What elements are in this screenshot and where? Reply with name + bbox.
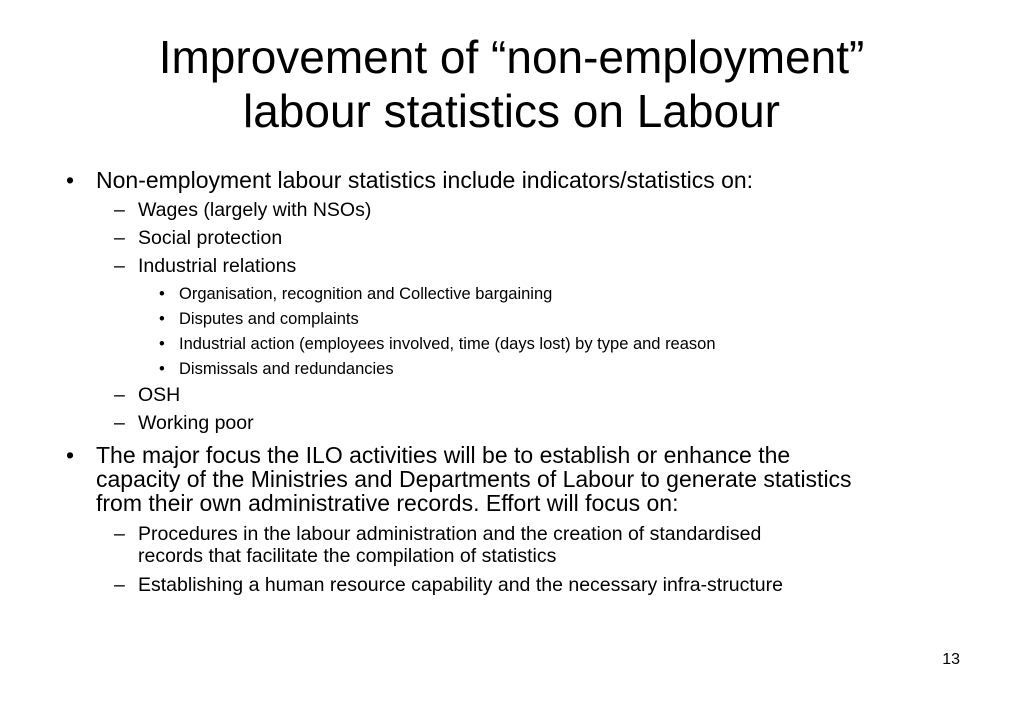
bullet-marker: • xyxy=(66,442,75,468)
dash-marker: – xyxy=(114,384,125,406)
dash-marker: – xyxy=(114,199,125,221)
bullet-marker: • xyxy=(159,335,165,353)
dash-marker: – xyxy=(114,523,125,545)
sub-bullet-text: Social protection xyxy=(138,227,283,249)
sub-bullet-text: Wages (largely with NSOs) xyxy=(138,199,372,221)
sub-sub-bullet-text: Organisation, recognition and Collective bargaining xyxy=(179,285,553,303)
bullet-text: The major focus the ILO activities will be to establish or enhance the xyxy=(96,442,791,468)
bullet-text: from their own administrative records. Effort will focus on: xyxy=(96,490,679,516)
bullet-text: capacity of the Ministries and Departments of Labour to generate statistics xyxy=(96,466,852,492)
sub-bullet-text: Industrial relations xyxy=(138,255,297,277)
title-line-2: labour statistics on Labour xyxy=(243,85,780,137)
sub-bullet-text: Establishing a human resource capability and the necessary infra-structure xyxy=(138,574,783,596)
dash-marker: – xyxy=(114,255,125,277)
bullet-marker: • xyxy=(159,285,165,303)
dash-marker: – xyxy=(114,574,125,596)
dash-marker: – xyxy=(114,227,125,249)
bullet-text: Non-employment labour statistics include indicators/statistics on: xyxy=(96,167,754,193)
sub-sub-bullet-text: Industrial action (employees involved, time (days lost) by type and reason xyxy=(179,335,716,353)
title-line-1: Improvement of “non-employment” xyxy=(158,31,865,83)
dash-marker: – xyxy=(114,412,125,434)
page-number: 13 xyxy=(942,651,960,668)
sub-sub-bullet-text: Disputes and complaints xyxy=(179,310,359,328)
sub-bullet-text: records that facilitate the compilation of statistics xyxy=(138,545,557,567)
bullet-marker: • xyxy=(66,167,75,193)
sub-bullet-text: Working poor xyxy=(138,412,254,434)
sub-bullet-text: Procedures in the labour administration and the creation of standardised xyxy=(138,523,762,545)
slide-title xyxy=(60,30,963,138)
sub-sub-bullet-text: Dismissals and redundancies xyxy=(179,360,394,378)
sub-bullet-text: OSH xyxy=(138,384,181,406)
bullet-marker: • xyxy=(159,310,165,328)
bullet-marker: • xyxy=(159,360,165,378)
